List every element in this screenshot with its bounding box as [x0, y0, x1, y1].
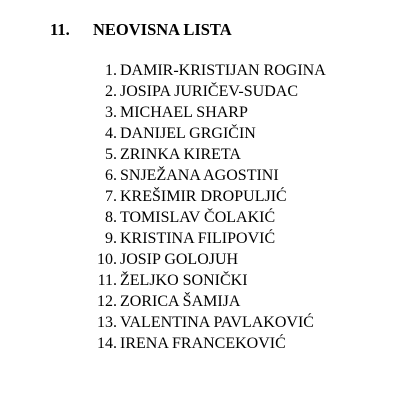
candidate-row	[0, 249, 416, 270]
candidate-index: 5.	[105, 146, 117, 163]
candidate-name: IRENA FRANCEKOVIĆ	[120, 335, 286, 352]
candidate-row	[0, 291, 416, 312]
candidate-index: 2.	[105, 83, 117, 100]
candidate-row	[0, 207, 416, 228]
candidate-row	[0, 102, 416, 123]
candidate-name: JOSIP GOLOJUH	[120, 251, 239, 268]
candidate-index: 1.	[105, 62, 117, 79]
list-header	[0, 18, 416, 42]
candidate-row	[0, 228, 416, 249]
candidate-name: ZRINKA KIRETA	[120, 146, 241, 163]
candidate-row	[0, 270, 416, 291]
candidate-index: 12.	[97, 293, 117, 310]
candidate-index: 8.	[105, 209, 117, 226]
candidate-row	[0, 312, 416, 333]
candidate-name: VALENTINA PAVLAKOVIĆ	[120, 314, 314, 331]
candidate-name: ZORICA ŠAMIJA	[120, 293, 241, 310]
candidate-name: MICHAEL SHARP	[120, 104, 248, 121]
candidate-index: 14.	[97, 335, 117, 352]
candidate-row	[0, 333, 416, 354]
candidate-index: 6.	[105, 167, 117, 184]
candidate-index: 10.	[97, 251, 117, 268]
candidate-index: 7.	[105, 188, 117, 205]
candidate-index: 4.	[105, 125, 117, 142]
candidate-index: 3.	[105, 104, 117, 121]
candidate-name: ŽELJKO SONIČKI	[120, 272, 248, 289]
candidate-row	[0, 123, 416, 144]
list-title: NEOVISNA LISTA	[93, 20, 232, 39]
candidate-name: DANIJEL GRGIČIN	[120, 125, 256, 142]
candidate-name: JOSIPA JURIČEV-SUDAC	[120, 83, 298, 100]
candidate-row	[0, 81, 416, 102]
candidate-name: TOMISLAV ČOLAKIĆ	[120, 209, 276, 226]
candidate-row	[0, 165, 416, 186]
candidate-row	[0, 144, 416, 165]
candidate-name: KREŠIMIR DROPULJIĆ	[120, 188, 287, 205]
candidate-name: SNJEŽANA AGOSTINI	[120, 167, 279, 184]
candidate-list	[0, 60, 416, 354]
candidate-index: 11.	[97, 272, 117, 289]
candidate-row	[0, 186, 416, 207]
candidate-name: KRISTINA FILIPOVIĆ	[120, 230, 276, 247]
candidate-index: 13.	[97, 314, 117, 331]
candidate-index: 9.	[105, 230, 117, 247]
list-number: 11.	[50, 20, 70, 39]
candidate-row	[0, 60, 416, 81]
candidate-name: DAMIR-KRISTIJAN ROGINA	[120, 62, 326, 79]
